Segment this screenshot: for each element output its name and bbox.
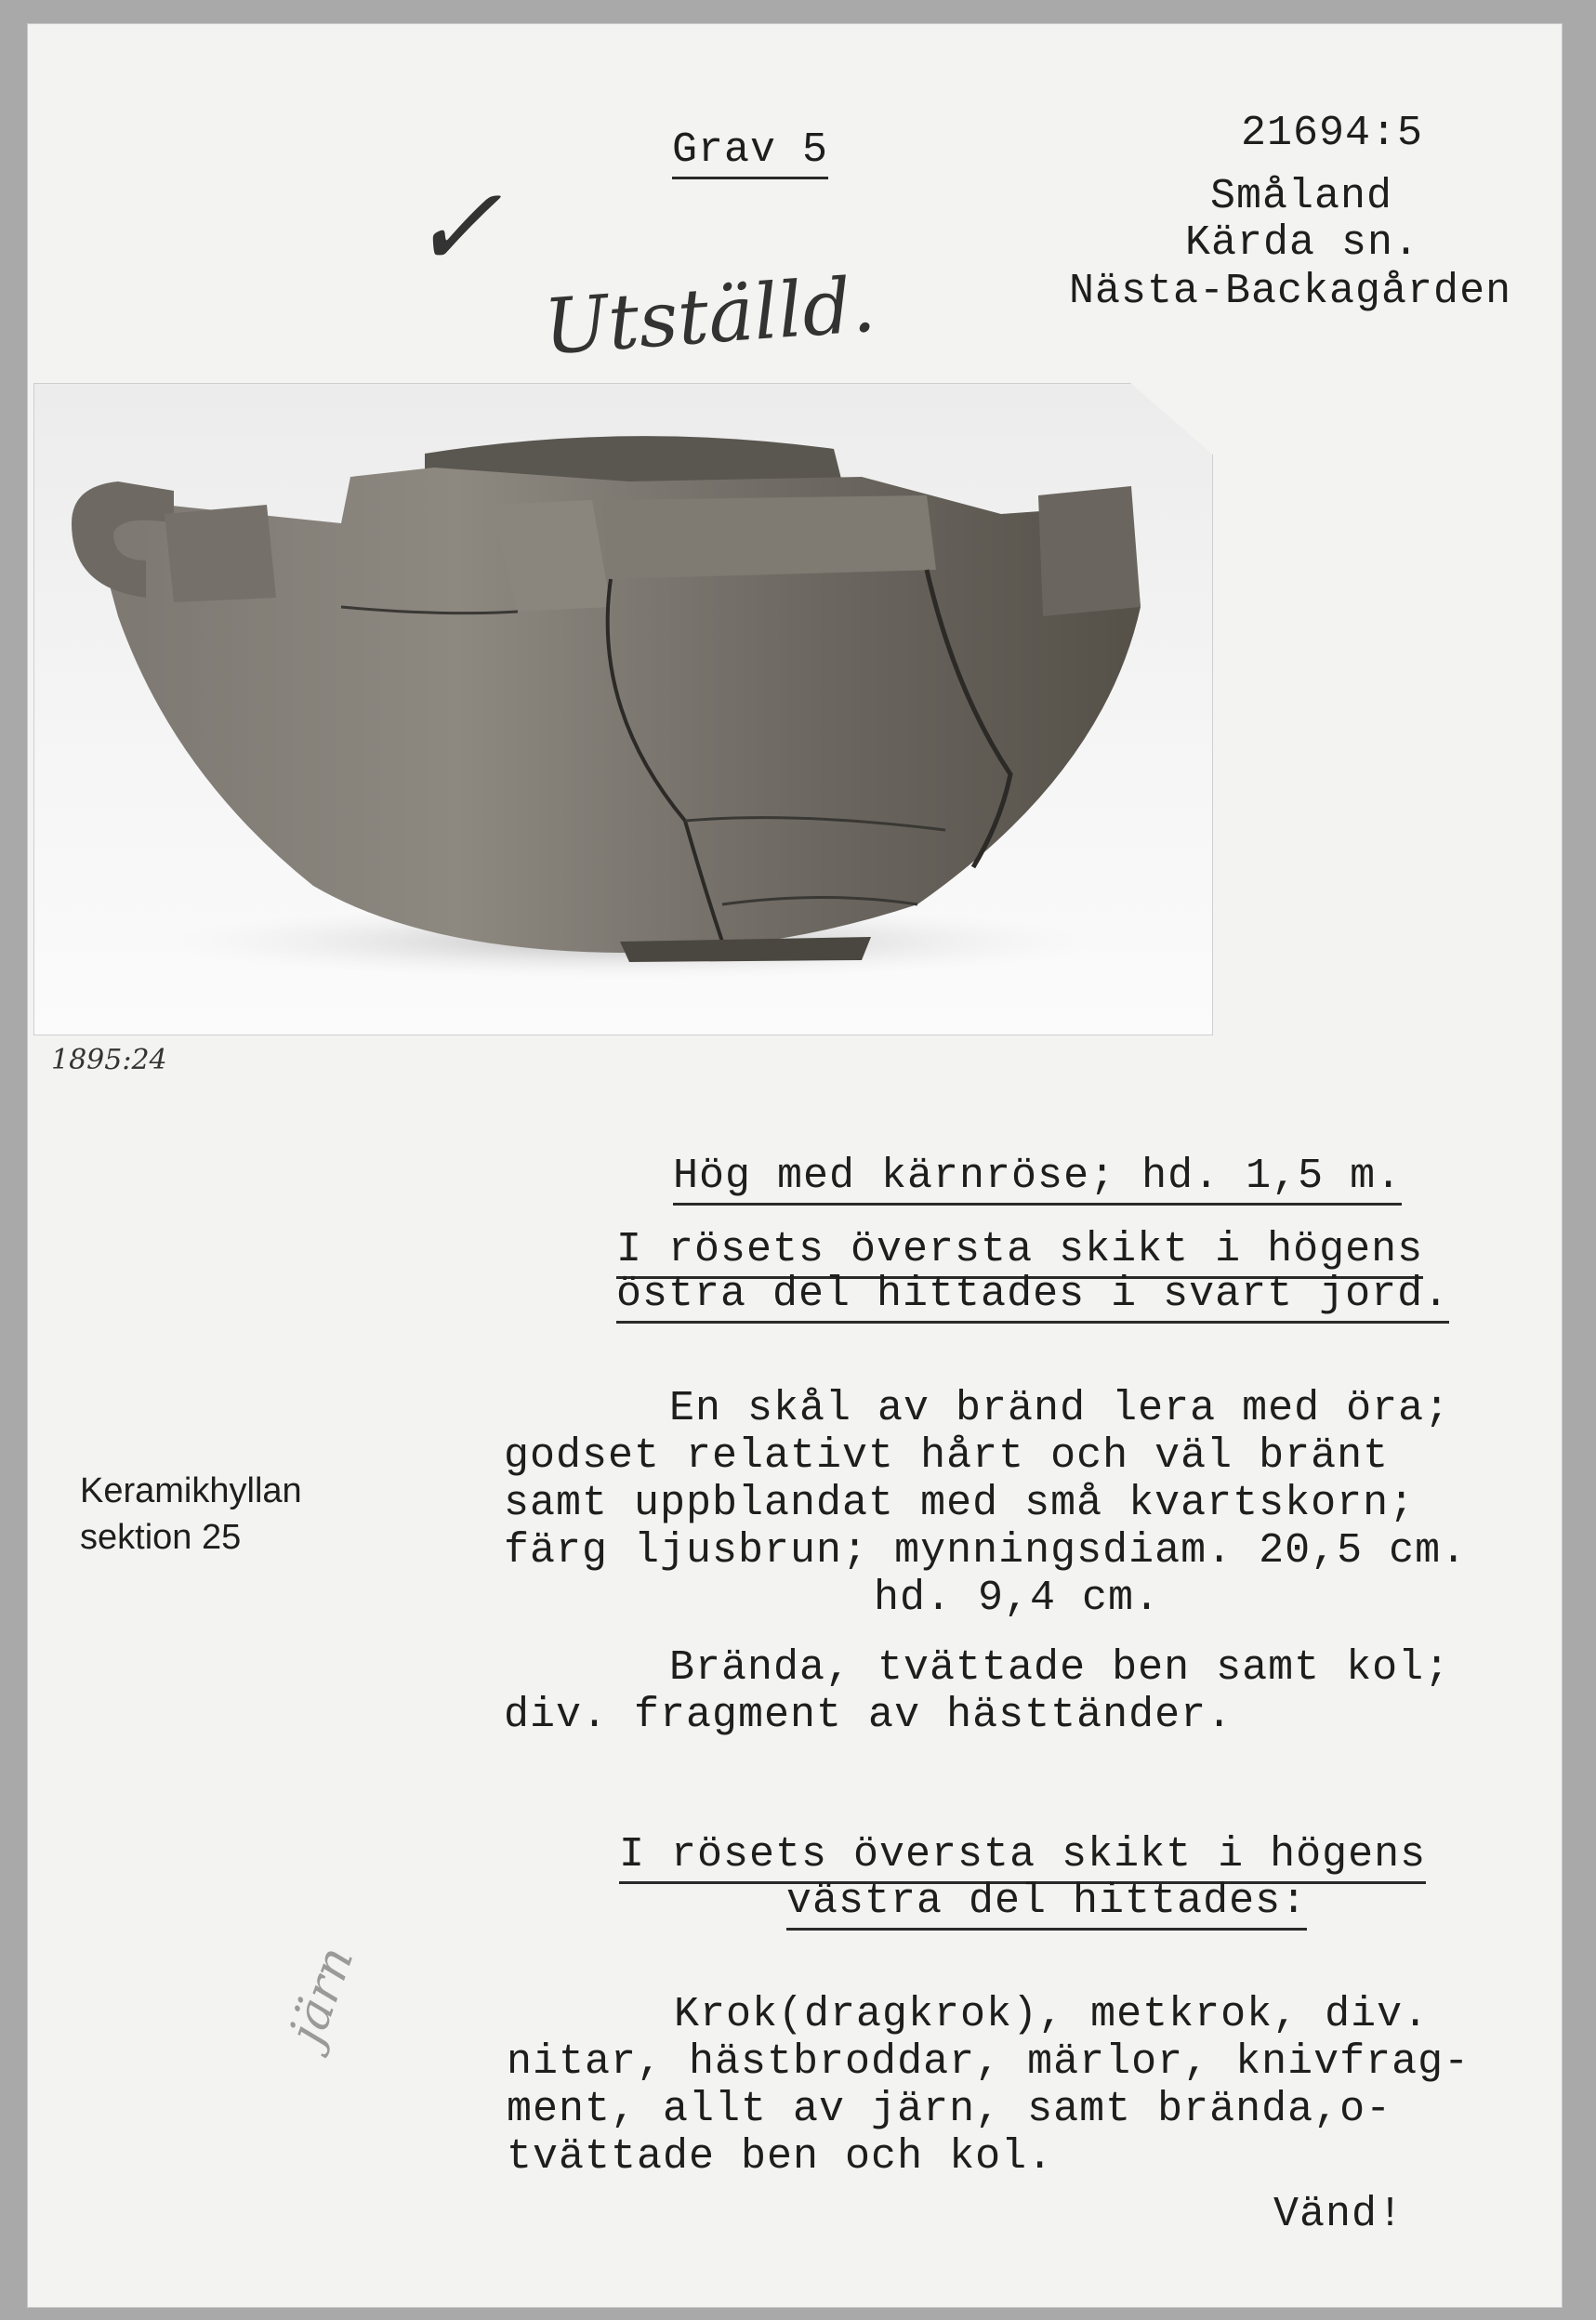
turn-over-note: Vänd! [1273,2191,1405,2238]
bowl-line: hd. 9,4 cm. [874,1575,1161,1622]
farm: Nästa-Backagården [1069,268,1512,315]
storage-section: sektion 25 [80,1518,242,1557]
catalog-number: 21694:5 [1241,110,1424,157]
iron-line: nitar, hästbroddar, märlor, knivfrag- [507,2038,1471,2086]
bowl-illustration [34,384,1212,1035]
iron-line: Krok(dragkrok), metkrok, div. [674,1991,1430,2038]
parish: Kärda sn. [1185,219,1420,267]
check-mark: ✓ [409,164,503,293]
bones-line: div. fragment av hästtänder. [504,1692,1233,1739]
bowl-line: färg ljusbrun; mynningsdiam. 20,5 cm. [504,1527,1468,1575]
mound-description: Hög med kärnröse; hd. 1,5 m. [673,1153,1402,1206]
iron-line: ment, allt av järn, samt brända,o- [507,2086,1392,2133]
bowl-photograph [33,383,1213,1035]
bowl-line: En skål av bränd lera med öra; [669,1385,1451,1432]
storage-shelf: Keramikhyllan [80,1471,302,1510]
margin-pencil-note: järn [279,1939,365,2051]
province: Småland [1210,173,1393,220]
bones-line: Brända, tvättade ben samt kol; [669,1644,1451,1692]
photo-number: 1895:24 [51,1044,167,1076]
catalog-card [28,24,1562,2307]
east-find-heading-1: I rösets översta skikt i högens [616,1226,1423,1279]
bowl-line: samt uppblandat med små kvartskorn; [504,1480,1416,1527]
handwritten-status: Utställd. [541,260,878,373]
iron-line: tvättade ben och kol. [507,2133,1054,2181]
grave-label: Grav 5 [672,126,828,179]
bowl-line: godset relativt hårt och väl bränt [504,1432,1390,1480]
west-find-heading-2: västra del hittades: [786,1878,1307,1931]
east-find-heading-2: östra del hittades i svart jord. [616,1271,1449,1324]
west-find-heading-1: I rösets översta skikt i högens [619,1831,1426,1884]
